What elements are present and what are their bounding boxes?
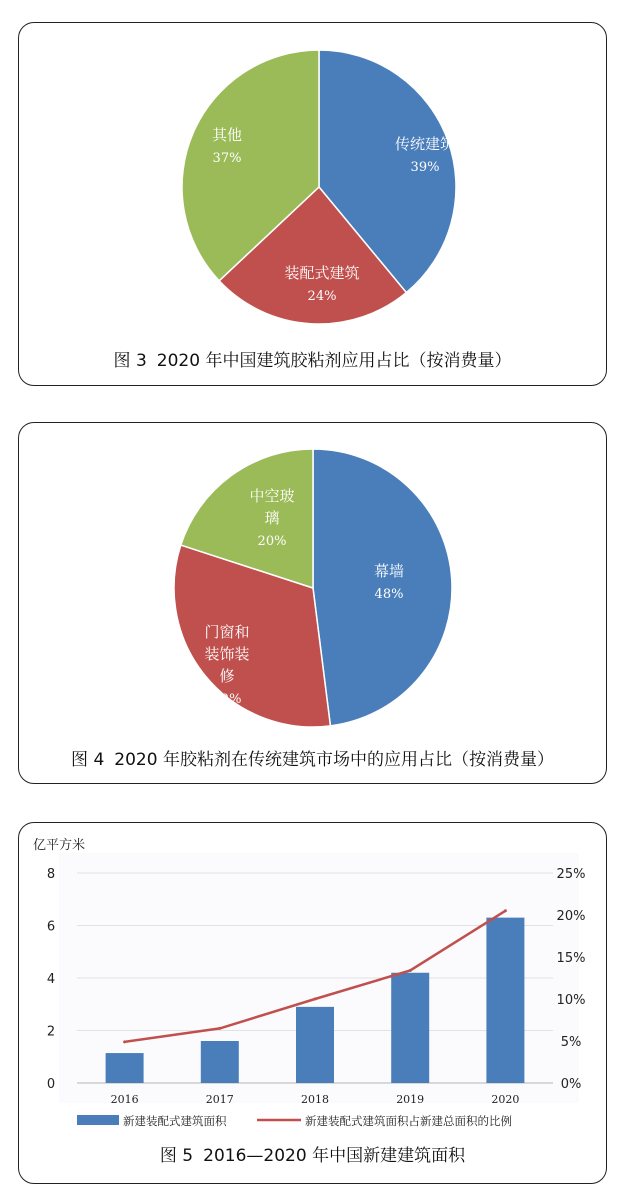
figure-3-title: 2020 年中国建筑胶粘剂应用占比（按消费量） (156, 351, 512, 371)
bar (296, 1007, 334, 1083)
line-point (218, 1027, 221, 1030)
slice-label: 璃 (264, 509, 280, 527)
combo-chart-5 (19, 823, 606, 1138)
figure-4-number: 图 4 (71, 750, 105, 770)
y2-tick-label: 25% (556, 867, 586, 882)
y2-tick-label: 15% (556, 951, 586, 966)
figure-3-caption (19, 346, 606, 371)
pie-chart-3 (19, 23, 606, 343)
x-tick-label: 2020 (491, 1093, 520, 1106)
line-point (314, 998, 317, 1001)
figure-4-panel (18, 422, 607, 784)
line-point (123, 1040, 126, 1043)
figure-3-number: 图 3 (113, 351, 147, 371)
pie-chart-4 (19, 423, 606, 743)
bar (106, 1053, 144, 1083)
slice-label: 其他 (211, 126, 243, 144)
y-tick-label: 0 (46, 1077, 56, 1092)
bar (486, 918, 524, 1083)
y2-tick-label: 10% (556, 993, 586, 1008)
bar (391, 973, 429, 1083)
y-tick-label: 6 (46, 919, 56, 935)
line-point (409, 969, 412, 972)
figure-5-title: 2016—2020 年中国新建建筑面积 (203, 1146, 466, 1166)
slice-value-label: 24% (307, 289, 337, 304)
y-tick-label: 4 (46, 972, 56, 987)
bar (201, 1041, 239, 1083)
legend-line-label: 新建装配式建筑面积占新建总面积的比例 (305, 1114, 512, 1128)
x-tick-label: 2019 (396, 1093, 425, 1106)
x-tick-label: 2016 (110, 1093, 139, 1106)
line-point (504, 909, 507, 912)
y2-tick-label: 20% (556, 909, 586, 924)
slice-value-label: 39% (410, 160, 440, 175)
x-tick-label: 2017 (205, 1093, 234, 1106)
slice-label: 传统建筑 (394, 135, 456, 153)
figure-5-caption (19, 1141, 606, 1166)
slice-value-label: 48% (374, 587, 404, 602)
y2-tick-label: 5% (560, 1035, 582, 1050)
slice-value-label: 37% (212, 151, 242, 166)
legend-bar-swatch (77, 1115, 119, 1125)
figure-4-title: 2020 年胶粘剂在传统建筑市场中的应用占比（按消费量） (114, 750, 554, 770)
y-tick-label: 8 (46, 867, 56, 882)
legend-bar-label: 新建装配式建筑面积 (123, 1114, 227, 1128)
slice-label: 装饰装 (204, 645, 250, 663)
slice-label: 中空玻 (249, 487, 295, 505)
figure-5-number: 图 5 (159, 1146, 194, 1166)
slice-label: 装配式建筑 (284, 264, 360, 282)
y-tick-label: 2 (46, 1024, 56, 1040)
slice-value-label: 20% (257, 534, 287, 549)
x-tick-label: 2018 (301, 1093, 329, 1106)
y-axis-label: 亿平方米 (33, 838, 86, 853)
figure-4-caption (19, 745, 606, 770)
figure-3-panel (18, 22, 607, 386)
slice-value-label: 32% (212, 692, 242, 707)
slice-label: 修 (219, 667, 235, 685)
slice-label: 门窗和 (204, 623, 250, 641)
figure-5-panel (18, 822, 607, 1184)
slice-label: 幕墙 (373, 562, 405, 580)
y2-tick-label: 0% (560, 1077, 582, 1092)
